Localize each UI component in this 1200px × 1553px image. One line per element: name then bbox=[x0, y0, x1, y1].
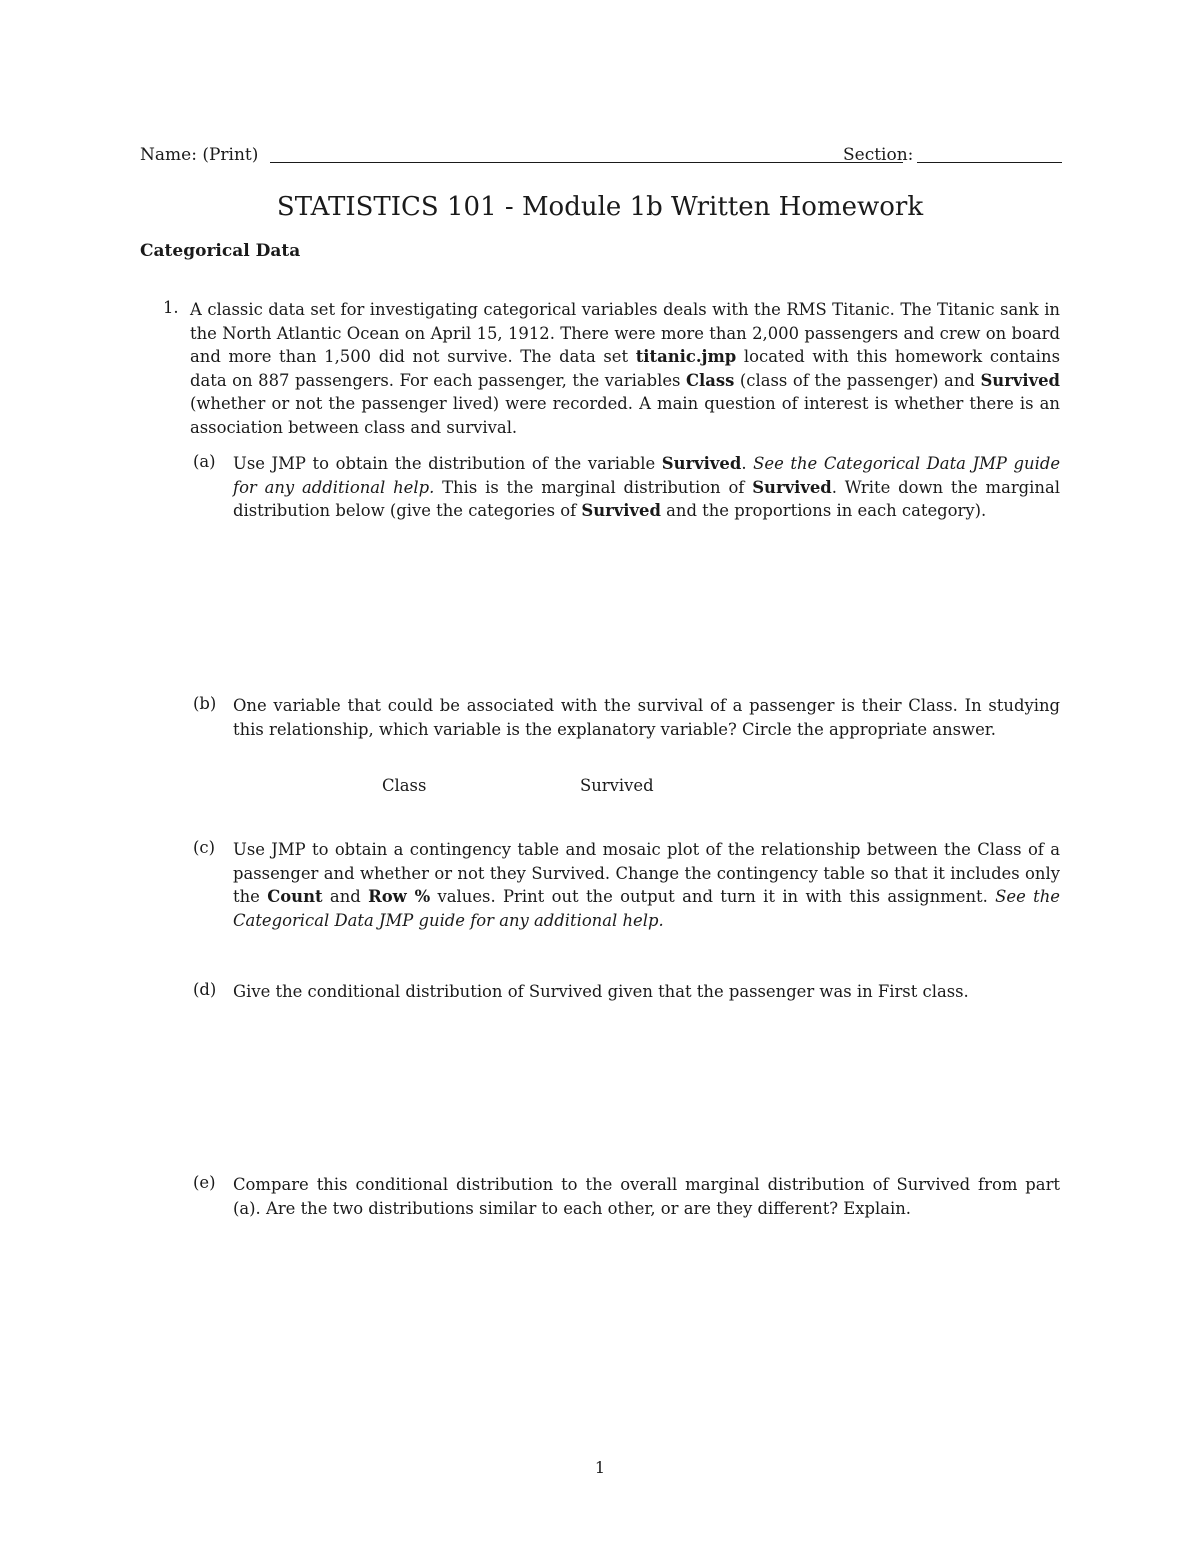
choice-class[interactable]: Class bbox=[382, 776, 427, 795]
part-d-label: (d) bbox=[193, 980, 217, 999]
section-blank-line[interactable] bbox=[917, 162, 1062, 163]
part-a-text: Use JMP to obtain the distribution of the variable Survived. See the Categorical Data JMP guide for any additional help. This is the marginal distribution of Survived. Write down the marginal distribution below (give the categories of Survived and the proportions in each category). bbox=[233, 454, 1061, 520]
variable-class: Class bbox=[686, 370, 735, 390]
dataset-name: titanic.jmp bbox=[635, 347, 737, 366]
part-b-label: (b) bbox=[193, 694, 217, 713]
name-section-row bbox=[140, 142, 1062, 170]
question-1-text: A classic data set for investigating categorical variables deals with the RMS Titanic. The Titanic sank in the North Atlantic Ocean on April 15, 1912. There were more than 2,000 passengers and crew on board and more than 1,500 did not survive. The data set titanic.jmp located with this homework contains data on 887 passengers. For each passenger, the variables Class (class of the passenger) and Survived (whether or not the passenger lived) were recorded. A main question of interest is whether there is an association between class and survival. bbox=[190, 300, 1061, 437]
part-c-text: Use JMP to obtain a contingency table and mosaic plot of the relationship between the Class of a passenger and whether or not they Survived. Change the contingency table so that it includes only the Count and Row % values. Print out the output and turn it in with this assignment. See the Categorical Data JMP guide for any additional help. bbox=[233, 840, 1060, 930]
variable-survived: Survived bbox=[980, 370, 1060, 390]
name-blank-line[interactable] bbox=[270, 162, 903, 163]
question-1-number: 1. bbox=[163, 298, 179, 317]
page-number: 1 bbox=[594, 1458, 606, 1477]
document-title: STATISTICS 101 - Module 1b Written Homework bbox=[276, 192, 924, 222]
choice-survived[interactable]: Survived bbox=[580, 776, 654, 795]
part-e-text: Compare this conditional distribution to the overall marginal distribution of Survived from part (a). Are the two distributions similar to each other, or are they different? Explain. bbox=[233, 1175, 1060, 1218]
part-e-label: (e) bbox=[193, 1173, 216, 1192]
part-d-text: Give the conditional distribution of Survived given that the passenger was in First class. bbox=[233, 982, 969, 1001]
part-a-label: (a) bbox=[193, 452, 216, 471]
section-heading: Categorical Data bbox=[140, 241, 301, 261]
part-c-label: (c) bbox=[193, 838, 215, 857]
jmp-guide-note: See the Categorical Data JMP guide for any additional help. bbox=[233, 454, 1061, 497]
part-b-text: One variable that could be associated with the survival of a passenger is their Class. In studying this relationship, which variable is the explanatory variable? Circle the appropriate answer. bbox=[233, 696, 1060, 739]
name-label: Name: (Print) bbox=[140, 145, 259, 165]
section-label: Section: bbox=[843, 145, 914, 165]
